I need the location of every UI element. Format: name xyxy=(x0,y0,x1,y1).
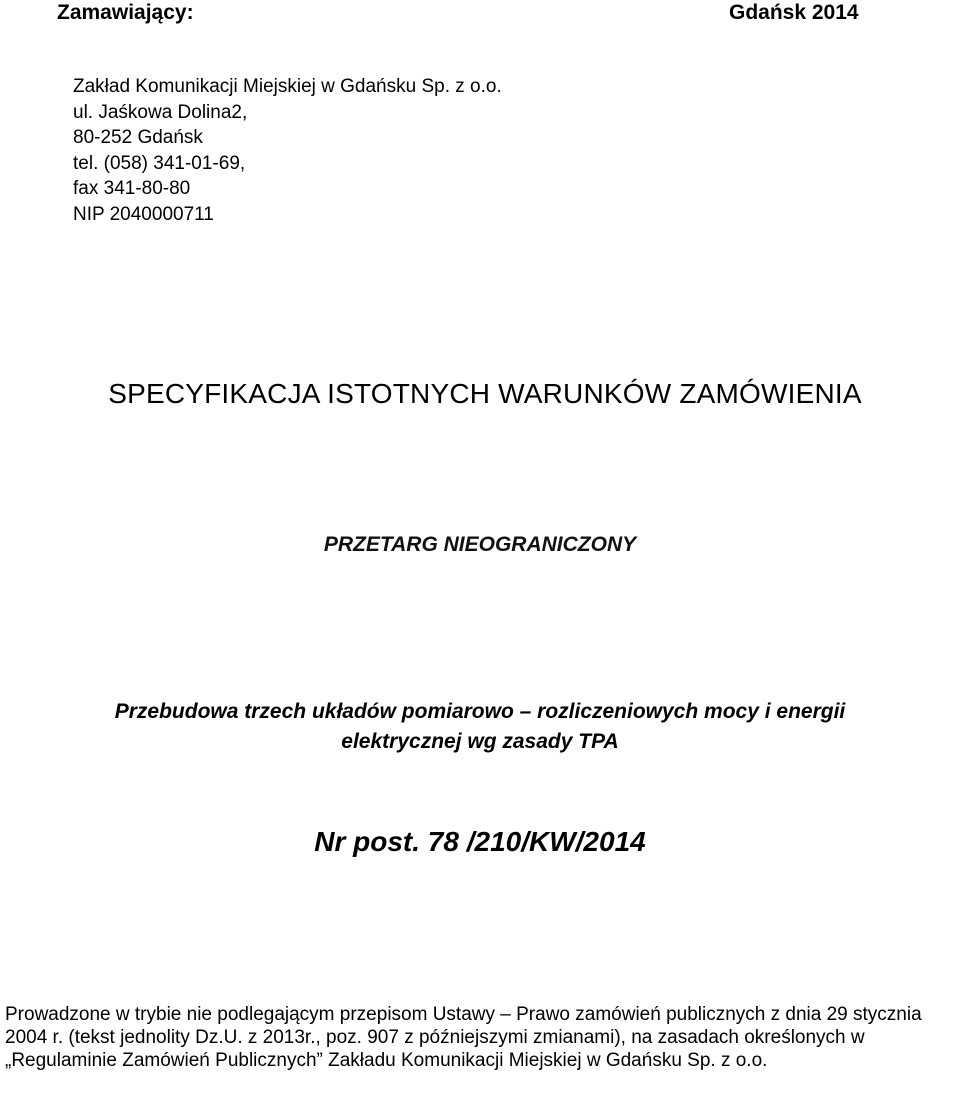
street-address: ul. Jaśkowa Dolina2, xyxy=(73,101,248,123)
tender-subject xyxy=(0,697,960,757)
fax-number: fax 341-80-80 xyxy=(73,178,191,199)
company-name: Zakład Komunikacji Miejskiej w Gdańsku Sp. z o.o. xyxy=(73,76,502,97)
tender-subject-line-2: elektrycznej wg zasady TPA xyxy=(341,730,619,753)
orderer-address-block xyxy=(73,74,502,227)
tender-type: PRZETARG NIEOGRANICZONY xyxy=(323,533,637,556)
reference-number: Nr post. 78 /210/KW/2014 xyxy=(314,826,646,857)
legal-basis-paragraph: Prowadzone w trybie nie podlegającym przepisom Ustawy – Prawo zamówień publicznych z dnia 29 stycznia 2004 r. (tekst jednolity Dz.U. z 2013r., poz. 907 z późniejszymi zmianami), na zasadach określonych w „Regulaminie Zamówień Publicznych” Zakładu Komunikacji Miejskiej w Gdańsku Sp. z o.o. xyxy=(5,1004,922,1071)
document-title: SPECYFIKACJA ISTOTNYCH WARUNKÓW ZAMÓWIENIA xyxy=(108,378,862,409)
orderer-label: Zamawiający: xyxy=(57,1,194,24)
tax-id: NIP 2040000711 xyxy=(73,203,214,225)
phone-number: tel. (058) 341-01-69, xyxy=(73,152,246,174)
place-date: Gdańsk 2014 xyxy=(729,1,859,24)
postal-city: 80-252 Gdańsk xyxy=(73,127,203,148)
tender-subject-line-1: Przebudowa trzech układów pomiarowo – rozliczeniowych mocy i energii xyxy=(114,700,846,723)
